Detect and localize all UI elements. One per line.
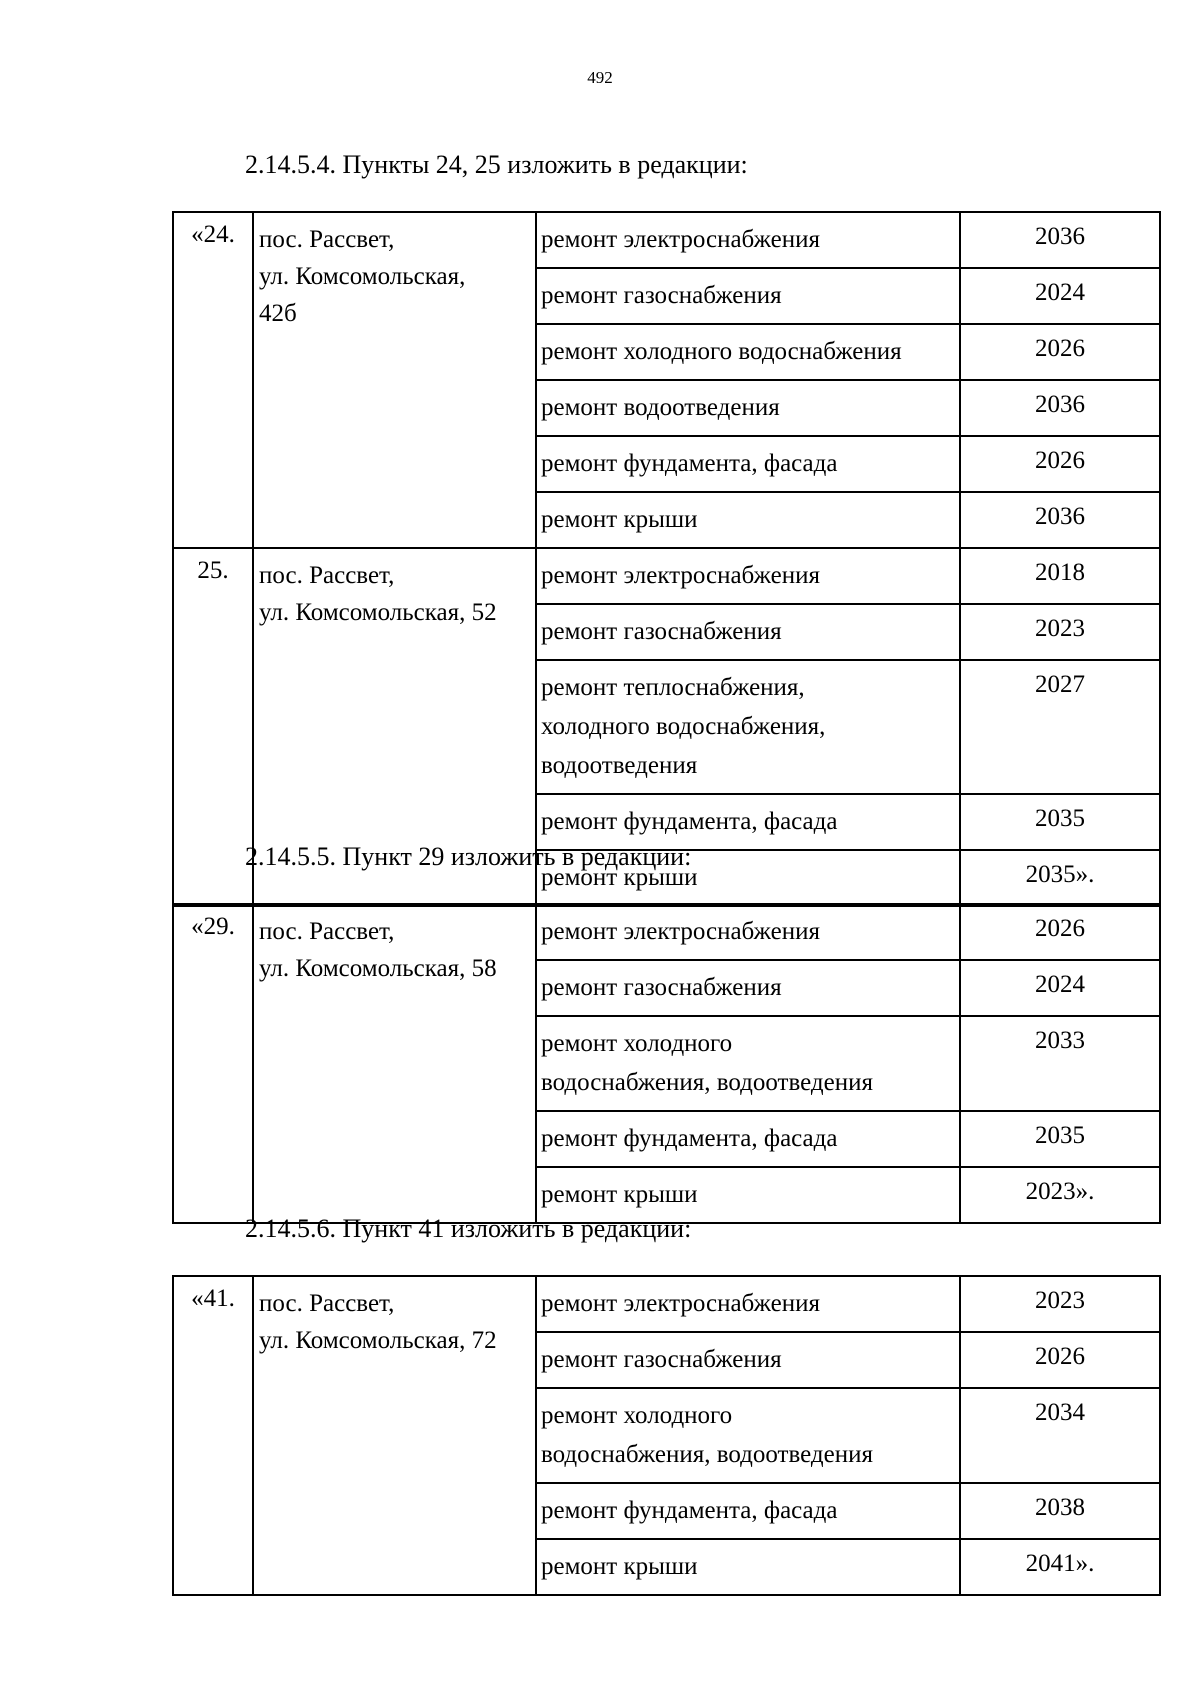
item-number: «24.	[173, 212, 253, 548]
work-type: ремонт водоотведения	[536, 380, 960, 436]
work-year: 2035	[960, 794, 1160, 850]
section-heading: 2.14.5.6. Пункт 41 изложить в редакции:	[245, 1214, 692, 1243]
work-line: водоотведения	[541, 752, 698, 779]
item-number: «41.	[173, 1276, 253, 1595]
address-line: пос. Рассвет,	[259, 918, 395, 945]
address-line: пос. Рассвет,	[259, 562, 395, 589]
repair-schedule-table	[172, 903, 1161, 1224]
address-line: пос. Рассвет,	[259, 226, 395, 253]
item-address	[253, 904, 536, 1223]
table-row	[173, 212, 1160, 268]
work-year: 2026	[960, 436, 1160, 492]
repair-schedule-table	[172, 211, 1161, 907]
work-year: 2041».	[960, 1539, 1160, 1595]
work-type: ремонт крыши	[536, 1167, 960, 1223]
work-type: ремонт электроснабжения	[536, 1276, 960, 1332]
table-row	[173, 548, 1160, 604]
address-line: ул. Комсомольская, 58	[259, 955, 497, 982]
work-year: 2024	[960, 960, 1160, 1016]
work-line: водоснабжения, водоотведения	[541, 1069, 873, 1096]
work-type: ремонт холодного водоснабжения	[536, 324, 960, 380]
work-year: 2026	[960, 324, 1160, 380]
work-year: 2035».	[960, 850, 1160, 906]
work-year: 2023	[960, 604, 1160, 660]
work-year: 2036	[960, 212, 1160, 268]
work-year: 2023	[960, 1276, 1160, 1332]
work-line: ремонт холодного	[541, 1030, 733, 1057]
work-type	[536, 660, 960, 794]
address-line: 42б	[259, 300, 297, 327]
work-type	[536, 1016, 960, 1111]
work-type: ремонт крыши	[536, 1539, 960, 1595]
work-line: ремонт холодного	[541, 1402, 733, 1429]
work-year: 2034	[960, 1388, 1160, 1483]
work-year: 2035	[960, 1111, 1160, 1167]
work-type	[536, 1388, 960, 1483]
work-type: ремонт газоснабжения	[536, 1332, 960, 1388]
address-line: ул. Комсомольская,	[259, 263, 466, 290]
work-year: 2026	[960, 1332, 1160, 1388]
work-year: 2024	[960, 268, 1160, 324]
work-type: ремонт электроснабжения	[536, 548, 960, 604]
item-number: «29.	[173, 904, 253, 1223]
address-line: пос. Рассвет,	[259, 1290, 395, 1317]
work-type: ремонт крыши	[536, 850, 960, 906]
work-year: 2036	[960, 492, 1160, 548]
table-row	[173, 1276, 1160, 1332]
section-heading: 2.14.5.4. Пункты 24, 25 изложить в редакции:	[245, 150, 748, 179]
page-number: 492	[587, 68, 613, 87]
work-year: 2036	[960, 380, 1160, 436]
address-line: ул. Комсомольская, 52	[259, 599, 497, 626]
work-type: ремонт газоснабжения	[536, 960, 960, 1016]
work-line: холодного водоснабжения,	[541, 713, 826, 740]
work-type: ремонт газоснабжения	[536, 268, 960, 324]
work-year: 2033	[960, 1016, 1160, 1111]
item-address	[253, 1276, 536, 1595]
work-type: ремонт электроснабжения	[536, 904, 960, 960]
work-type: ремонт фундамента, фасада	[536, 794, 960, 850]
work-type: ремонт фундамента, фасада	[536, 1483, 960, 1539]
work-line: ремонт теплоснабжения,	[541, 674, 805, 701]
item-address	[253, 212, 536, 548]
work-year: 2038	[960, 1483, 1160, 1539]
work-line: водоснабжения, водоотведения	[541, 1441, 873, 1468]
work-type: ремонт электроснабжения	[536, 212, 960, 268]
work-type: ремонт фундамента, фасада	[536, 436, 960, 492]
work-type: ремонт крыши	[536, 492, 960, 548]
work-year: 2018	[960, 548, 1160, 604]
work-year: 2026	[960, 904, 1160, 960]
address-line: ул. Комсомольская, 72	[259, 1327, 497, 1354]
table-row	[173, 904, 1160, 960]
item-number: 25.	[173, 548, 253, 906]
work-year: 2023».	[960, 1167, 1160, 1223]
section-heading: 2.14.5.5. Пункт 29 изложить в редакции:	[245, 842, 692, 871]
work-type: ремонт газоснабжения	[536, 604, 960, 660]
repair-schedule-table	[172, 1275, 1161, 1596]
work-type: ремонт фундамента, фасада	[536, 1111, 960, 1167]
work-year: 2027	[960, 660, 1160, 794]
